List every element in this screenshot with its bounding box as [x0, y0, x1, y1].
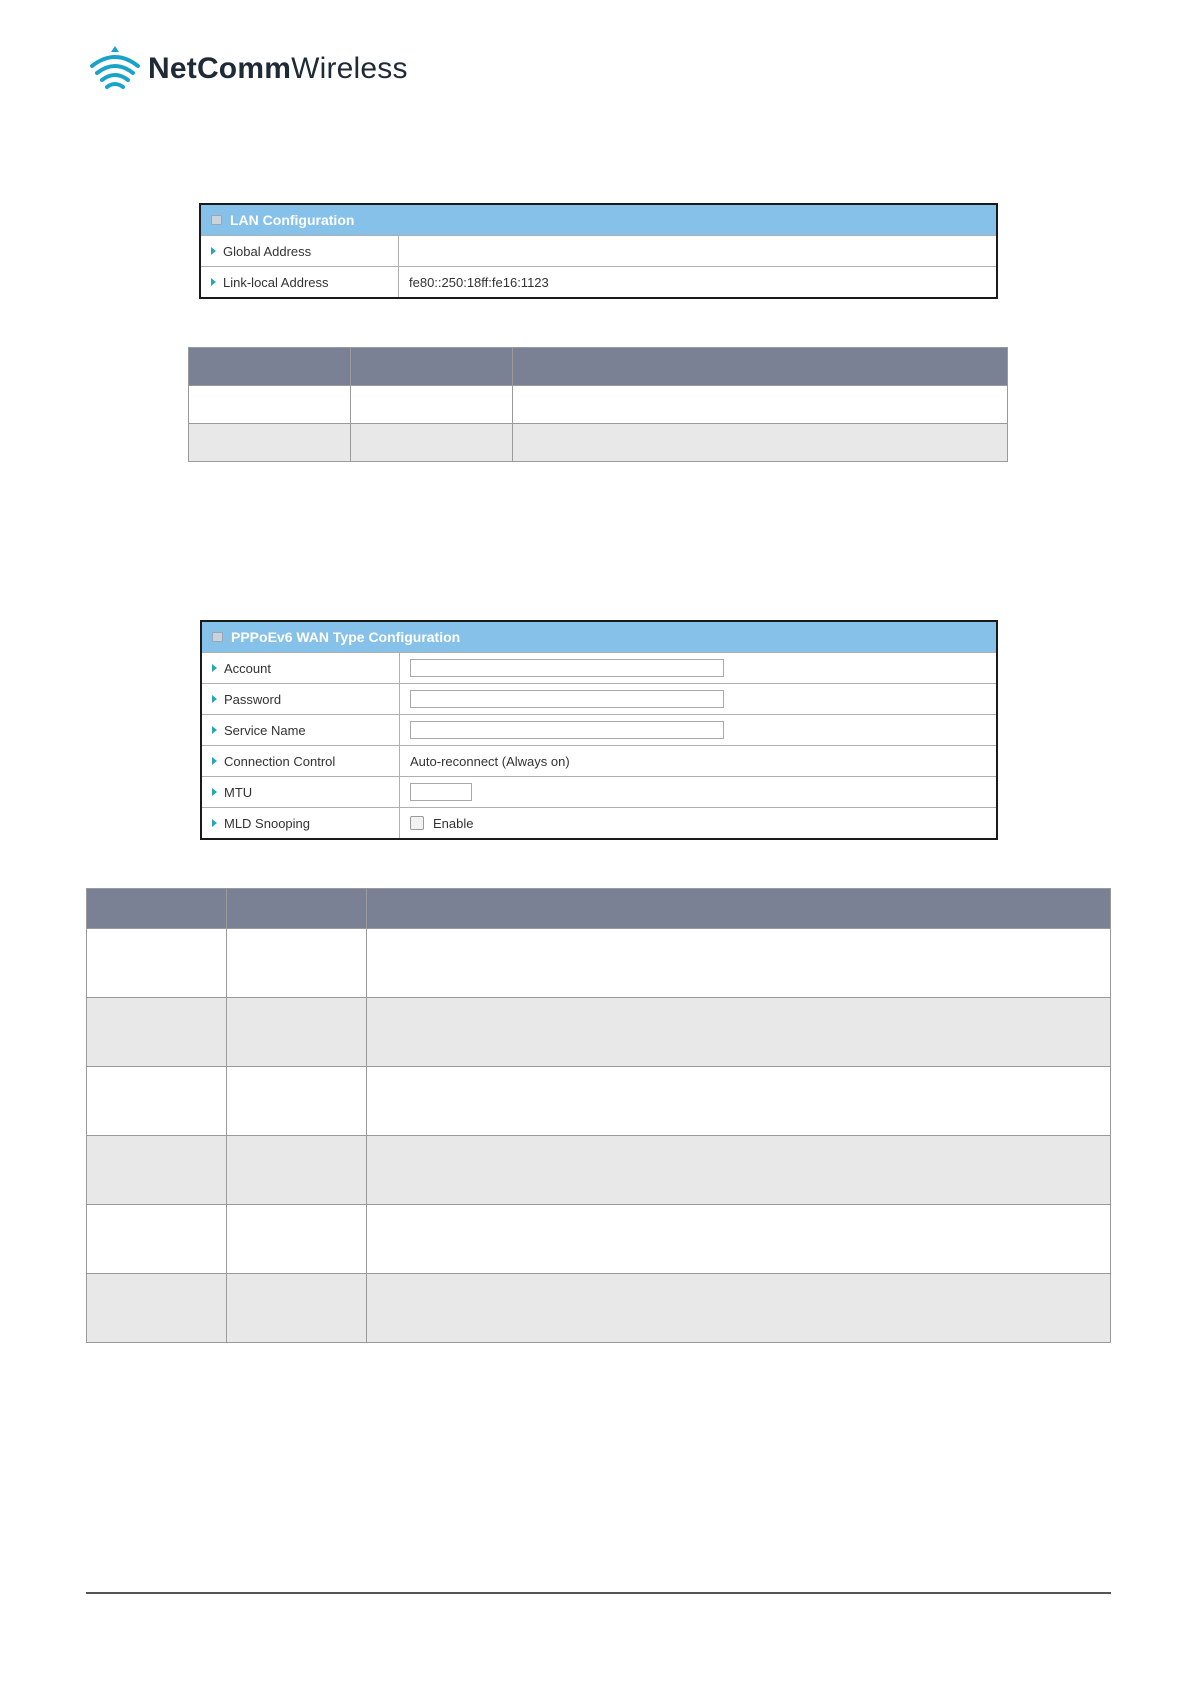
service-name-row — [202, 714, 996, 745]
table-row — [87, 998, 1111, 1067]
mtu-row — [202, 776, 996, 807]
mtu-input[interactable] — [410, 783, 472, 801]
caret-right-icon — [211, 278, 216, 286]
link-local-address-value: fe80::250:18ff:fe16:1123 — [409, 274, 549, 290]
pppoev6-panel-header — [202, 622, 996, 652]
password-input[interactable] — [410, 690, 724, 708]
account-label: Account — [224, 660, 271, 676]
global-address-value — [399, 236, 996, 266]
global-address-label: Global Address — [223, 243, 312, 259]
pppoev6-configuration-panel — [200, 620, 998, 840]
caret-right-icon — [212, 726, 217, 734]
caret-right-icon — [211, 247, 216, 255]
panel-icon — [212, 632, 223, 642]
mld-snooping-row — [202, 807, 996, 838]
service-name-input[interactable] — [410, 721, 724, 739]
table-row — [87, 1205, 1111, 1274]
account-row — [202, 652, 996, 683]
footer-divider — [86, 1592, 1111, 1594]
lan-panel-title: LAN Configuration — [230, 212, 355, 228]
connection-control-value: Auto-reconnect (Always on) — [410, 753, 570, 769]
caret-right-icon — [212, 819, 217, 827]
link-local-address-row — [201, 266, 996, 297]
mld-snooping-enable-label: Enable — [433, 815, 474, 831]
wifi-signal-icon — [88, 44, 142, 94]
link-local-address-label: Link-local Address — [223, 274, 329, 290]
mld-snooping-label: MLD Snooping — [224, 815, 310, 831]
table-row — [189, 386, 1008, 424]
table-row — [189, 424, 1008, 462]
table-header-row — [189, 348, 1008, 386]
table-row — [87, 929, 1111, 998]
caret-right-icon — [212, 664, 217, 672]
table-header-row — [87, 889, 1111, 929]
connection-control-label: Connection Control — [224, 753, 336, 769]
table-row — [87, 1274, 1111, 1343]
password-label: Password — [224, 691, 282, 707]
lan-parameters-table — [188, 347, 1008, 462]
global-address-row — [201, 235, 996, 266]
connection-control-row — [202, 745, 996, 776]
caret-right-icon — [212, 757, 217, 765]
table-row — [87, 1136, 1111, 1205]
caret-right-icon — [212, 788, 217, 796]
table-row — [87, 1067, 1111, 1136]
brand-name: NetCommWireless — [148, 52, 408, 85]
netcomm-logo — [88, 44, 408, 94]
mtu-label: MTU — [224, 784, 253, 800]
account-input[interactable] — [410, 659, 724, 677]
lan-panel-header — [201, 205, 996, 235]
pppoev6-panel-title: PPPoEv6 WAN Type Configuration — [231, 629, 461, 645]
mld-snooping-checkbox[interactable] — [410, 816, 424, 830]
lan-configuration-panel — [199, 203, 998, 299]
panel-icon — [211, 215, 222, 225]
service-name-label: Service Name — [224, 722, 306, 738]
password-row — [202, 683, 996, 714]
pppoev6-parameters-table — [86, 888, 1111, 1343]
caret-right-icon — [212, 695, 217, 703]
